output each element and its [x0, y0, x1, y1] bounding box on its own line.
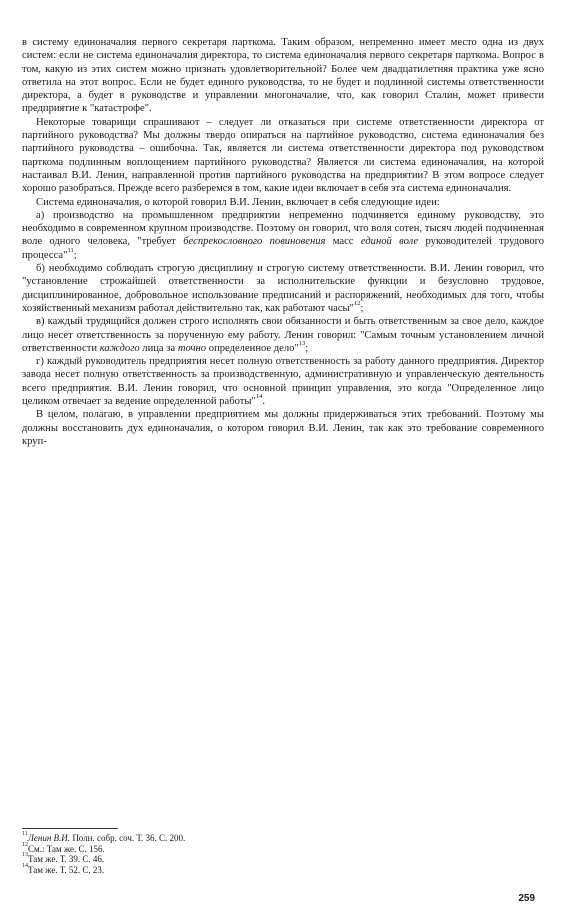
- italic-text: Ленин В.И.: [27, 833, 71, 843]
- italic-text: точно: [177, 342, 207, 354]
- footnote-ref: 14: [255, 393, 263, 401]
- paragraph: [22, 196, 544, 209]
- footnote-number: 13: [22, 852, 28, 859]
- footnote-number: 14: [22, 862, 28, 869]
- paragraph: [22, 408, 544, 448]
- footnote: [22, 841, 322, 855]
- italic-text: беспрекословного повиновения: [183, 236, 326, 248]
- text-run: лица за: [139, 342, 178, 354]
- text-run: определенное дело": [206, 342, 299, 354]
- footnote-ref: 11: [67, 246, 74, 254]
- footnote: [22, 854, 322, 865]
- paragraph: [22, 262, 544, 315]
- paragraph: [22, 116, 544, 196]
- text-run: руководителей трудового процесса": [22, 236, 544, 261]
- text-run: г) каждый руководитель предприятия несет полную ответственность за работу данного предприятия. Директор завода несет полную ответственность за производственную, административную и управленческую деятельность всего предприятия. В.И. Ленин говорил, что основной принцип управления, это когда "Определенное лицо целиком отвечает за ведение определенной работы": [22, 356, 544, 408]
- text-run: ;: [360, 302, 364, 314]
- text-run: а) производство на промышленном предприятии непременно подчиняется единому руководству, это необходимо в современном крупном производстве. Поэтому он говорил, что воля сотен, тысяч людей подчиненная воле одного человека, "требует: [22, 209, 544, 248]
- footnote-ref: 12: [354, 299, 361, 307]
- paragraph: [22, 209, 544, 262]
- text-run: в систему единоначалия первого секретаря парткома. Таким образом, непременно имеет место одна из двух систем: если не система единоначалия директора, то система единоначалия первого секретаря парткома. Вопрос в том, какую из этих систем можно признать удовлетворительной? Более чем двадцатилетняя практика уже ясно ответила на этот вопрос. Если не будет единого руководства, то не будет и подлинной системы ответственности директора, а будет в руководстве и управлении многоначалие, что, как говорил Сталин, может привести предприятие к "катастрофе".: [22, 37, 544, 115]
- italic-text: единой воле: [360, 236, 419, 248]
- text-run: Некоторые товарищи спрашивают – следует ли отказаться при системе ответственности директора от партийного руководства? Мы должны твердо опираться на партийное руководство, система единоначалия без партийного руководства – ошибочна. Так, является ли система ответственности директора под руководством парткома подлинным воплощением партийного руководства? Является ли система единоначалия, на которой настаивал В.И. Ленин, направленной против партийного руководства на предприятии? В этом вопросе следует хорошо разобраться. Прежде всего разберемся в том, какие идеи включает в себя эта система единоначалия.: [22, 116, 544, 195]
- text-run: .: [262, 396, 266, 408]
- footnote-number: 11: [22, 831, 28, 837]
- text-run: См.: Там же. С. 156.: [28, 843, 105, 854]
- text-run: в) каждый трудящийся должен строго исполнять свои обязанности и быть ответственным за свое дело, каждое лицо несет ответственность за порученную ему работу. Ленин говорил: "Самым точным установлением личной ответственности: [22, 316, 544, 354]
- paragraph: [22, 355, 544, 408]
- text-run: Там же. Т. 39. С. 46.: [28, 854, 105, 865]
- paragraph: [22, 36, 544, 116]
- paragraph: [22, 315, 544, 355]
- footnote-list: [22, 833, 322, 875]
- text-run: масс: [325, 236, 361, 248]
- footnote-number: 12: [22, 841, 28, 848]
- text-run: Там же. Т. 52. С. 23.: [28, 864, 105, 875]
- footnote: [22, 862, 322, 876]
- text-run: Полн. собр. соч. Т. 36. С. 200.: [70, 833, 186, 843]
- italic-text: каждого: [99, 342, 140, 354]
- footnote-rule: [22, 828, 118, 829]
- text-run: В целом, полагаю, в управлении предприятием мы должны придерживаться этих требований. Поэтому мы должны восстановить дух единоначалия, о котором говорил В.И. Ленин, так как это требование современного круп-: [22, 409, 544, 447]
- page-number: 259: [518, 893, 535, 904]
- footnote: [22, 833, 322, 844]
- text-run: Система единоначалия, о которой говорил В.И. Ленин, включает в себя следующие идеи:: [36, 196, 440, 208]
- footnote-ref: 13: [298, 339, 306, 347]
- text-run: ;: [73, 249, 77, 261]
- footnotes: [22, 828, 322, 875]
- page-body: [22, 36, 544, 448]
- text-run: ;: [305, 342, 309, 354]
- text-run: б) необходимо соблюдать строгую дисциплину и строгую систему ответственности. В.И. Ленин говорил, что "установление строжайшей ответственности за исполнительские функции и безусловно трудовое, дисциплинированное, добровольное использование предписаний и распоряжений, необходимых для того, чтобы хозяйственный механизм работал действительно так, как работают часы": [22, 263, 544, 314]
